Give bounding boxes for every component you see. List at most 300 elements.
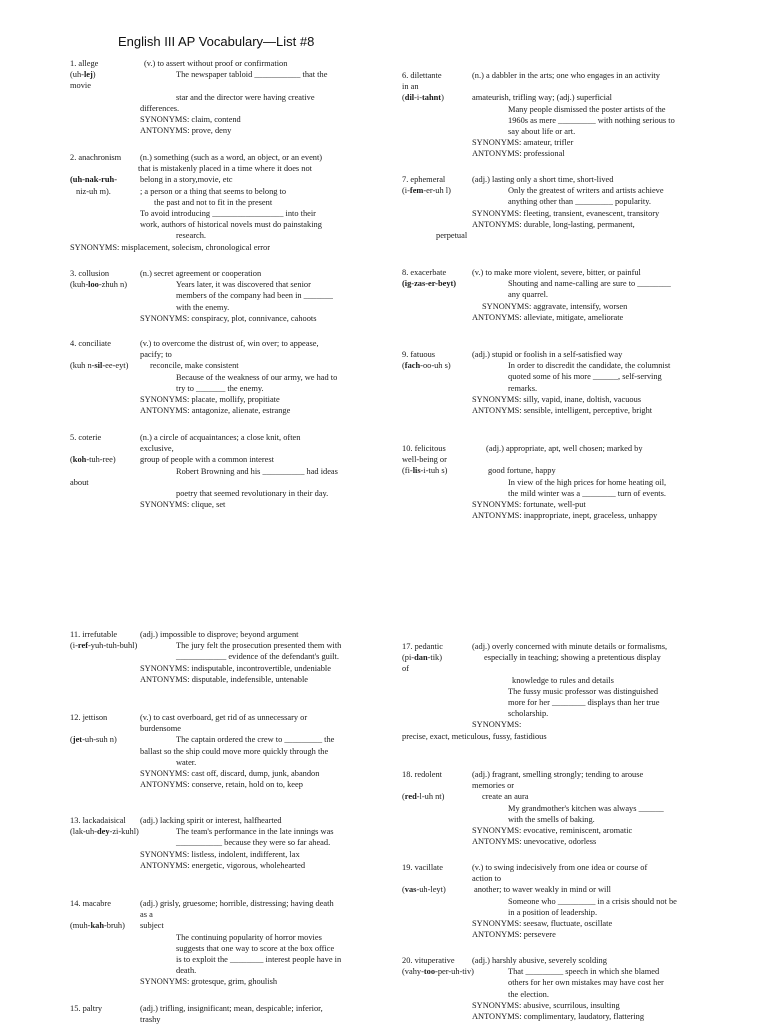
entry-text: SYNONYMS: grotesque, grim, ghoulish bbox=[140, 977, 278, 987]
entry-line bbox=[402, 686, 732, 697]
vocab-entry-6 bbox=[402, 70, 732, 160]
vocab-entry-19 bbox=[402, 862, 732, 940]
entry-text: belong in a story,movie, etc bbox=[140, 175, 233, 185]
entry-line bbox=[70, 712, 370, 723]
page-title: English III AP Vocabulary—List #8 bbox=[118, 34, 315, 49]
entry-line bbox=[402, 803, 732, 814]
entry-text: The continuing popularity of horror movies bbox=[176, 932, 322, 942]
entry-line bbox=[402, 977, 732, 988]
entry-text: ANTONYMS: persevere bbox=[472, 930, 556, 940]
entry-text: pacify; to bbox=[140, 350, 172, 360]
entry-text: ANTONYMS: disputable, indefensible, untenable bbox=[140, 674, 309, 684]
entry-line bbox=[70, 302, 370, 313]
entry-line bbox=[70, 372, 370, 383]
entry-text: SYNONYMS: indisputable, incontrovertible, undeniable bbox=[140, 663, 331, 673]
entry-text: star and the director were having creative bbox=[176, 92, 315, 102]
entry-left-text: (vahy-too-per-uh-tiv) bbox=[402, 967, 474, 977]
entry-left-text: niz-uh m). bbox=[76, 186, 111, 196]
vocab-word: 14. macabre bbox=[70, 899, 111, 908]
entry-line bbox=[402, 394, 732, 405]
vocab-word: 5. coterie bbox=[70, 433, 102, 442]
entry-text: Many people dismissed the poster artists of the bbox=[508, 104, 666, 114]
vocab-entry-18 bbox=[402, 769, 732, 847]
entry-text: precise, exact, meticulous, fussy, fastidious bbox=[402, 731, 547, 741]
entry-text: SYNONYMS: seesaw, fluctuate, oscillate bbox=[472, 918, 613, 928]
entry-line bbox=[402, 966, 732, 977]
entry-text: (adj.) harshly abusive, severely scolding bbox=[472, 956, 607, 965]
entry-line bbox=[70, 242, 370, 253]
entry-text: death. bbox=[176, 966, 197, 976]
vocab-entry-14 bbox=[70, 898, 370, 988]
entry-line bbox=[70, 58, 370, 69]
entry-text: Years later, it was discovered that senior bbox=[176, 280, 311, 290]
entry-left-text: (uh-nak-ruh- bbox=[70, 175, 118, 185]
entry-text: ___________ because they were so far ahead. bbox=[176, 838, 331, 848]
entry-text: the mild winter was a ________ turn of events. bbox=[508, 488, 666, 498]
entry-text: good fortune, happy bbox=[488, 466, 556, 476]
entry-text: especially in teaching; showing a pretentious display bbox=[484, 653, 661, 663]
entry-line bbox=[402, 126, 732, 137]
entry-line bbox=[402, 70, 732, 81]
entry-text: (v.) to cast overboard, get rid of as unnecessary or bbox=[140, 713, 308, 722]
entry-left-text: (jet-uh-suh n) bbox=[70, 735, 117, 745]
entry-line bbox=[402, 1000, 732, 1011]
entry-line bbox=[402, 148, 732, 159]
entry-text: that is mistakenly placed in a time where it does not bbox=[138, 164, 312, 174]
entry-line bbox=[70, 477, 370, 488]
vocab-entry-11 bbox=[70, 629, 370, 685]
entry-line bbox=[70, 208, 370, 219]
entry-line bbox=[402, 278, 732, 289]
entry-left-text: (fi-lis-i-tuh s) bbox=[402, 466, 448, 476]
entry-line bbox=[402, 825, 732, 836]
entry-line bbox=[70, 1014, 370, 1025]
entry-text: as a bbox=[140, 910, 153, 920]
vocab-word: 4. conciliate bbox=[70, 339, 111, 348]
entry-text: The team's performance in the late innings was bbox=[176, 827, 334, 837]
entry-text: 1960s as mere _________ with nothing serious to bbox=[508, 115, 675, 125]
entry-line bbox=[70, 757, 370, 768]
entry-text: SYNONYMS: misplacement, solecism, chronological error bbox=[70, 242, 271, 252]
entry-text: SYNONYMS: aggravate, intensify, worsen bbox=[482, 301, 628, 311]
entry-left-text: well-being or bbox=[402, 455, 447, 465]
entry-line bbox=[70, 174, 370, 185]
vocab-word: 18. redolent bbox=[402, 770, 443, 779]
entry-line bbox=[402, 81, 732, 92]
entry-line bbox=[70, 443, 370, 454]
vocab-word: 7. ephemeral bbox=[402, 175, 446, 184]
entry-line bbox=[402, 137, 732, 148]
vocab-entry-9 bbox=[402, 349, 732, 416]
entry-left-text: (koh-tuh-ree) bbox=[70, 455, 116, 465]
entry-left-text: (kuh-loo-zhuh n) bbox=[70, 280, 127, 290]
entry-text: (v.) to swing indecisively from one idea or course of bbox=[472, 863, 648, 872]
vocab-entry-10 bbox=[402, 443, 732, 521]
entry-line bbox=[70, 898, 370, 909]
entry-text: That _________ speech in which she blamed bbox=[508, 967, 660, 977]
entry-line bbox=[70, 69, 370, 80]
vocab-word: 9. fatuous bbox=[402, 350, 436, 359]
entry-line bbox=[402, 719, 732, 730]
entry-left-text: movie bbox=[70, 81, 91, 91]
vocab-word: 17. pedantic bbox=[402, 642, 443, 651]
entry-left-text: (i-ref-yuh-tuh-buhl) bbox=[70, 641, 138, 651]
entry-text: In order to discredit the candidate, the columnist bbox=[508, 361, 671, 371]
entry-line bbox=[402, 873, 732, 884]
entry-text: scholarship. bbox=[508, 709, 549, 719]
entry-line bbox=[70, 290, 370, 301]
vocab-word: 20. vituperative bbox=[402, 956, 455, 965]
entry-text: create an aura bbox=[482, 792, 529, 802]
entry-text: ANTONYMS: conserve, retain, hold on to, keep bbox=[140, 780, 303, 790]
entry-line bbox=[70, 932, 370, 943]
vocab-word: 3. collusion bbox=[70, 269, 110, 278]
entry-left-text: perpetual bbox=[436, 230, 468, 240]
entry-line bbox=[70, 152, 370, 163]
entry-line bbox=[402, 92, 732, 103]
entry-line bbox=[70, 860, 370, 871]
entry-text: To avoid introducing _________________ into their bbox=[140, 208, 316, 218]
entry-text: ballast so the ship could move more quickly through the bbox=[140, 746, 329, 756]
entry-line bbox=[70, 80, 370, 91]
entry-text: water. bbox=[176, 757, 197, 767]
entry-text: (v.) to assert without proof or confirmation bbox=[144, 59, 288, 68]
entry-text: Someone who _________ in a crisis should not be bbox=[508, 896, 677, 906]
entry-left-text: (fach-oo-uh s) bbox=[402, 361, 451, 371]
entry-line bbox=[402, 230, 732, 241]
entry-line bbox=[70, 826, 370, 837]
entry-line bbox=[70, 965, 370, 976]
entry-line bbox=[402, 836, 732, 847]
entry-line bbox=[402, 652, 732, 663]
entry-text: In view of the high prices for home heating oil, bbox=[508, 477, 667, 487]
entry-line bbox=[402, 208, 732, 219]
entry-line bbox=[70, 197, 370, 208]
entry-line bbox=[70, 629, 370, 640]
vocab-entry-1 bbox=[70, 58, 370, 136]
entry-line bbox=[70, 976, 370, 987]
entry-line bbox=[70, 943, 370, 954]
entry-text: the past and not to fit in the present bbox=[154, 197, 273, 207]
entry-line bbox=[70, 405, 370, 416]
entry-line bbox=[402, 663, 732, 674]
entry-text: ANTONYMS: energetic, vigorous, wholehearted bbox=[140, 860, 306, 870]
entry-text: (adj.) appropriate, apt, well chosen; marked by bbox=[486, 444, 643, 453]
entry-line bbox=[70, 349, 370, 360]
vocab-entry-5 bbox=[70, 432, 370, 510]
entry-line bbox=[70, 499, 370, 510]
vocab-word: 2. anachronism bbox=[70, 153, 122, 162]
entry-text: SYNONYMS: listless, indolent, indifferent, lax bbox=[140, 849, 300, 859]
entry-line bbox=[70, 279, 370, 290]
entry-text: The newspaper tabloid ___________ that the bbox=[176, 70, 328, 80]
entry-text: ____________ evidence of the defendant's guilt. bbox=[176, 652, 339, 662]
entry-line bbox=[402, 814, 732, 825]
entry-line bbox=[70, 920, 370, 931]
entry-line bbox=[402, 360, 732, 371]
entry-line bbox=[70, 954, 370, 965]
entry-line bbox=[402, 884, 732, 895]
entry-line bbox=[70, 779, 370, 790]
entry-text: (adj.) grisly, gruesome; horrible, distressing; having death bbox=[140, 899, 334, 908]
entry-line bbox=[402, 918, 732, 929]
entry-text: with the enemy. bbox=[176, 302, 230, 312]
entry-text: SYNONYMS: fortunate, well-put bbox=[472, 499, 586, 509]
entry-line bbox=[70, 651, 370, 662]
entry-text: Shouting and name-calling are sure to ________ bbox=[508, 279, 671, 289]
entry-line bbox=[402, 312, 732, 323]
entry-line bbox=[70, 432, 370, 443]
entry-line bbox=[402, 174, 732, 185]
entry-text: (adj.) fragrant, smelling strongly; tending to arouse bbox=[472, 770, 644, 779]
entry-text: memories or bbox=[472, 781, 515, 791]
entry-line bbox=[402, 115, 732, 126]
entry-line bbox=[70, 466, 370, 477]
vocab-entry-12 bbox=[70, 712, 370, 790]
entry-text: others for her own mistakes may have cost her bbox=[508, 978, 664, 988]
entry-line bbox=[70, 125, 370, 136]
entry-text: (adj.) lacking spirit or interest, halfhearted bbox=[140, 816, 282, 825]
entry-line bbox=[70, 92, 370, 103]
entry-line bbox=[402, 196, 732, 207]
vocab-entry-13 bbox=[70, 815, 370, 871]
entry-line bbox=[402, 989, 732, 1000]
entry-line bbox=[70, 768, 370, 779]
entry-left-text: (lak-uh-dey-zi-kuhl) bbox=[70, 827, 139, 837]
entry-line bbox=[402, 907, 732, 918]
entry-line bbox=[70, 663, 370, 674]
entry-text: group of people with a common interest bbox=[140, 455, 274, 465]
entry-text: SYNONYMS: cast off, discard, dump, junk, abandon bbox=[140, 768, 320, 778]
entry-text: ANTONYMS: alleviate, mitigate, ameliorate bbox=[472, 312, 624, 322]
entry-text: (adj.) trifling, insignificant; mean, despicable; inferior, bbox=[140, 1004, 323, 1013]
entry-text: any quarrel. bbox=[508, 290, 548, 300]
entry-text: suggests that one way to score at the box office bbox=[176, 943, 335, 953]
entry-text: ; a person or a thing that seems to belong to bbox=[140, 186, 287, 196]
entry-text: ANTONYMS: inappropriate, inept, graceless, unhappy bbox=[472, 511, 658, 521]
entry-text: (adj.) stupid or foolish in a self-satisfied way bbox=[472, 350, 623, 359]
entry-text: SYNONYMS: abusive, scurrilous, insulting bbox=[472, 1000, 620, 1010]
entry-line bbox=[402, 371, 732, 382]
entry-text: (adj.) overly concerned with minute details or formalisms, bbox=[472, 642, 668, 651]
entry-line bbox=[70, 723, 370, 734]
entry-text: ANTONYMS: complimentary, laudatory, flattering bbox=[472, 1011, 645, 1021]
vocab-word: 19. vacillate bbox=[402, 863, 443, 872]
entry-text: ANTONYMS: antagonize, alienate, estrange bbox=[140, 406, 291, 416]
entry-line bbox=[402, 301, 732, 312]
entry-text: (n.) a circle of acquaintances; a close knit, often bbox=[140, 433, 301, 442]
entry-line bbox=[70, 815, 370, 826]
entry-line bbox=[402, 769, 732, 780]
entry-text: the election. bbox=[508, 989, 549, 999]
entry-line bbox=[402, 488, 732, 499]
entry-line bbox=[70, 103, 370, 114]
entry-left-text: (pi-dan-tik) bbox=[402, 653, 443, 663]
entry-left-text: (red-l-uh nt) bbox=[402, 792, 445, 802]
entry-line bbox=[402, 405, 732, 416]
entry-line bbox=[402, 708, 732, 719]
entry-line bbox=[70, 454, 370, 465]
entry-line bbox=[402, 510, 732, 521]
entry-text: is to exploit the ________ interest people have in bbox=[176, 954, 342, 964]
entry-text: The fussy music professor was distinguished bbox=[508, 686, 659, 696]
entry-line bbox=[70, 746, 370, 757]
entry-text: in a position of leadership. bbox=[508, 907, 598, 917]
entry-text: say about life or art. bbox=[508, 126, 576, 136]
entry-line bbox=[402, 929, 732, 940]
entry-line bbox=[402, 185, 732, 196]
entry-line bbox=[70, 734, 370, 745]
entry-line bbox=[402, 104, 732, 115]
entry-text: ANTONYMS: prove, deny bbox=[140, 126, 232, 136]
entry-line bbox=[402, 267, 732, 278]
vocab-entry-8 bbox=[402, 267, 732, 323]
entry-line bbox=[402, 477, 732, 488]
entry-line bbox=[70, 268, 370, 279]
entry-line bbox=[402, 862, 732, 873]
entry-line bbox=[70, 849, 370, 860]
entry-text: SYNONYMS: bbox=[472, 720, 522, 730]
entry-line bbox=[402, 955, 732, 966]
entry-text: differences. bbox=[140, 103, 180, 113]
entry-text: SYNONYMS: fleeting, transient, evanescent, transitory bbox=[472, 208, 660, 218]
entry-text: The captain ordered the crew to _________ the bbox=[176, 735, 335, 745]
entry-line bbox=[402, 383, 732, 394]
entry-text: with the smells of baking. bbox=[508, 814, 595, 824]
entry-line bbox=[70, 394, 370, 405]
entry-line bbox=[70, 674, 370, 685]
vocab-entry-15 bbox=[70, 1003, 370, 1025]
entry-text: SYNONYMS: claim, contend bbox=[140, 114, 241, 124]
entry-line bbox=[70, 163, 370, 174]
entry-text: Robert Browning and his __________ had ideas bbox=[176, 466, 338, 476]
entry-line bbox=[402, 443, 732, 454]
entry-line bbox=[70, 1003, 370, 1014]
entry-text: Because of the weakness of our army, we had to bbox=[176, 372, 338, 382]
entry-text: (n.) something (such as a word, an object, or an event) bbox=[140, 153, 323, 162]
entry-text: ANTONYMS: sensible, intelligent, perceptive, bright bbox=[472, 405, 653, 415]
entry-text: (n.) secret agreement or cooperation bbox=[140, 269, 262, 278]
entry-line bbox=[70, 219, 370, 230]
entry-left-text: (dil-i-tahnt) bbox=[402, 93, 444, 103]
entry-line bbox=[402, 697, 732, 708]
entry-text: members of the company had been in _______ bbox=[176, 291, 333, 301]
entry-left-text: (uh-lej) bbox=[70, 70, 96, 80]
entry-line bbox=[402, 465, 732, 476]
entry-line bbox=[70, 338, 370, 349]
vocab-word: 1. allege bbox=[70, 59, 99, 68]
entry-text: quoted some of his more ______, self-serving bbox=[508, 372, 662, 382]
entry-text: ANTONYMS: professional bbox=[472, 149, 565, 159]
entry-left-text: of bbox=[402, 664, 409, 674]
entry-text: The jury felt the prosecution presented them with bbox=[176, 641, 342, 651]
entry-line bbox=[402, 641, 732, 652]
vocab-entry-2 bbox=[70, 152, 370, 253]
vocab-entry-20 bbox=[402, 955, 732, 1022]
entry-line bbox=[402, 349, 732, 360]
entry-left-text: about bbox=[70, 477, 89, 487]
entry-text: try to _______ the enemy. bbox=[176, 383, 264, 393]
entry-text: another; to waver weakly in mind or will bbox=[474, 885, 611, 895]
entry-line bbox=[402, 675, 732, 686]
entry-text: SYNONYMS: evocative, reminiscent, aromatic bbox=[472, 825, 633, 835]
entry-line bbox=[402, 499, 732, 510]
entry-line bbox=[402, 731, 732, 742]
entry-text: SYNONYMS: amateur, trifler bbox=[472, 138, 574, 148]
entry-line bbox=[70, 640, 370, 651]
entry-line bbox=[70, 313, 370, 324]
entry-line bbox=[70, 360, 370, 371]
entry-text: (adj.) impossible to disprove; beyond argument bbox=[140, 630, 299, 639]
entry-line bbox=[402, 219, 732, 230]
vocab-word: 11. irrefutable bbox=[70, 630, 118, 639]
vocab-entry-4 bbox=[70, 338, 370, 416]
entry-left-text: (i-fem-er-uh l) bbox=[402, 186, 451, 196]
entry-line bbox=[402, 1011, 732, 1022]
entry-text: subject bbox=[140, 921, 164, 931]
entry-text: poetry that seemed revolutionary in their day. bbox=[176, 488, 329, 498]
entry-line bbox=[402, 780, 732, 791]
entry-text: remarks. bbox=[508, 383, 538, 393]
entry-text: knowledge to rules and details bbox=[512, 675, 614, 685]
entry-text: Only the greatest of writers and artists achieve bbox=[508, 186, 664, 196]
entry-line bbox=[402, 454, 732, 465]
entry-line bbox=[70, 488, 370, 499]
entry-text: ANTONYMS: durable, long-lasting, permanent, bbox=[472, 219, 635, 229]
entry-text: more for her ________ displays than her true bbox=[508, 697, 660, 707]
entry-left-text: in an bbox=[402, 82, 419, 92]
entry-text: ANTONYMS: unevocative, odorless bbox=[472, 837, 597, 847]
entry-text: anything other than _________ popularity. bbox=[508, 197, 651, 207]
entry-text: trashy bbox=[140, 1015, 161, 1025]
entry-text: SYNONYMS: silly, vapid, inane, doltish, vacuous bbox=[472, 394, 642, 404]
entry-text: research. bbox=[176, 231, 206, 241]
entry-text: (n.) a dabbler in the arts; one who engages in an activity bbox=[472, 71, 660, 80]
entry-left-text: (muh-kah-bruh) bbox=[70, 921, 125, 931]
entry-text: SYNONYMS: clique, set bbox=[140, 500, 226, 510]
vocab-word: 6. dilettante bbox=[402, 71, 442, 80]
vocab-word: 10. felicitous bbox=[402, 444, 446, 453]
entry-line bbox=[70, 837, 370, 848]
entry-text: SYNONYMS: placate, mollify, propitiate bbox=[140, 394, 280, 404]
entry-text: burdensome bbox=[140, 724, 181, 734]
entry-text: My grandmother's kitchen was always ______ bbox=[508, 803, 664, 813]
entry-left-text: (vas-uh-leyt) bbox=[402, 885, 446, 895]
entry-text: work, authors of historical novels must do painstaking bbox=[140, 220, 322, 230]
entry-text: amateurish, trifling way; (adj.) superficial bbox=[472, 93, 612, 103]
entry-line bbox=[70, 114, 370, 125]
entry-text: (v.) to overcome the distrust of, win over; to appease, bbox=[140, 339, 319, 348]
entry-text: (adj.) lasting only a short time, short-lived bbox=[472, 175, 614, 184]
entry-line bbox=[70, 909, 370, 920]
vocab-word: 13. lackadaisical bbox=[70, 816, 126, 825]
vocab-word: 15. paltry bbox=[70, 1004, 103, 1013]
entry-text: SYNONYMS: conspiracy, plot, connivance, cahoots bbox=[140, 313, 317, 323]
entry-line bbox=[70, 186, 370, 197]
entry-text: reconcile, make consistent bbox=[150, 361, 239, 371]
entry-line bbox=[70, 230, 370, 241]
entry-text: exclusive, bbox=[140, 444, 174, 454]
vocab-entry-17 bbox=[402, 641, 732, 742]
vocab-entry-7 bbox=[402, 174, 732, 241]
entry-line bbox=[402, 289, 732, 300]
entry-line bbox=[402, 896, 732, 907]
entry-text: action to bbox=[472, 874, 502, 884]
entry-left-text: (ig-zas-er-beyt) bbox=[402, 279, 457, 289]
entry-left-text: (kuh n-sil-ee-eyt) bbox=[70, 361, 129, 371]
entry-text: (v.) to make more violent, severe, bitter, or painful bbox=[472, 268, 641, 277]
vocab-entry-3 bbox=[70, 268, 370, 324]
